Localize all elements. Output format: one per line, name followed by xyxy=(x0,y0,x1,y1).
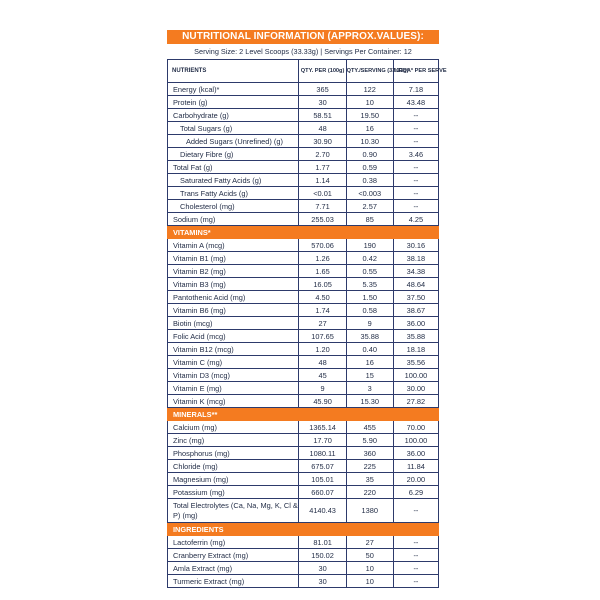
nutrient-name: Calcium (mg) xyxy=(168,421,299,434)
nutrient-name: Sodium (mg) xyxy=(168,213,299,226)
qty-per-serving: 220 xyxy=(346,486,393,499)
header-qty-per-100g: QTY. PER (100g) xyxy=(299,60,346,83)
qty-per-100g: 107.65 xyxy=(299,330,346,343)
nutrient-name: Total Sugars (g) xyxy=(168,122,299,135)
rda-per-serve: -- xyxy=(393,499,438,523)
nutrient-name: Vitamin B6 (mg) xyxy=(168,304,299,317)
nutrient-name: Vitamin E (mg) xyxy=(168,382,299,395)
qty-per-serving: 0.40 xyxy=(346,343,393,356)
table-row xyxy=(168,549,439,562)
qty-per-serving: 19.50 xyxy=(346,109,393,122)
qty-per-100g: 48 xyxy=(299,356,346,369)
rda-per-serve: 11.84 xyxy=(393,460,438,473)
qty-per-serving: 0.42 xyxy=(346,252,393,265)
nutrient-name: Dietary Fibre (g) xyxy=(168,148,299,161)
nutrient-name: Vitamin B1 (mg) xyxy=(168,252,299,265)
table-row xyxy=(168,382,439,395)
table-row xyxy=(168,148,439,161)
rda-per-serve: 20.00 xyxy=(393,473,438,486)
table-row xyxy=(168,317,439,330)
rda-per-serve: -- xyxy=(393,562,438,575)
nutrient-name: Zinc (mg) xyxy=(168,434,299,447)
nutrient-name: Biotin (mcg) xyxy=(168,317,299,330)
table-row xyxy=(168,473,439,486)
rda-per-serve: -- xyxy=(393,122,438,135)
table-row xyxy=(168,122,439,135)
qty-per-100g: 9 xyxy=(299,382,346,395)
section-heading: VITAMINS* xyxy=(168,226,439,239)
table-row xyxy=(168,96,439,109)
qty-per-100g: 30 xyxy=(299,562,346,575)
rda-per-serve: 38.18 xyxy=(393,252,438,265)
qty-per-100g: 675.07 xyxy=(299,460,346,473)
nutrient-name: Protein (g) xyxy=(168,96,299,109)
qty-per-serving: 1.50 xyxy=(346,291,393,304)
rda-per-serve: -- xyxy=(393,536,438,549)
qty-per-serving: 10 xyxy=(346,96,393,109)
qty-per-100g: 1080.11 xyxy=(299,447,346,460)
qty-per-100g: 570.06 xyxy=(299,239,346,252)
nutrient-name: Magnesium (mg) xyxy=(168,473,299,486)
rda-per-serve: -- xyxy=(393,161,438,174)
nutrient-name: Vitamin B2 (mg) xyxy=(168,265,299,278)
table-row xyxy=(168,395,439,408)
table-header-row xyxy=(168,60,439,83)
qty-per-serving: 85 xyxy=(346,213,393,226)
nutrient-name: Vitamin K (mcg) xyxy=(168,395,299,408)
qty-per-serving: 0.59 xyxy=(346,161,393,174)
qty-per-100g: 2.70 xyxy=(299,148,346,161)
nutrition-title: NUTRITIONAL INFORMATION (APPROX.VALUES): xyxy=(167,30,439,44)
rda-per-serve: 38.67 xyxy=(393,304,438,317)
nutrient-name: Cholesterol (mg) xyxy=(168,200,299,213)
qty-per-100g: 4140.43 xyxy=(299,499,346,523)
table-row xyxy=(168,83,439,96)
qty-per-serving: 16 xyxy=(346,356,393,369)
table-row xyxy=(168,369,439,382)
rda-per-serve: 35.88 xyxy=(393,330,438,343)
qty-per-100g: 1.74 xyxy=(299,304,346,317)
qty-per-100g: 45.90 xyxy=(299,395,346,408)
qty-per-100g: 1.26 xyxy=(299,252,346,265)
qty-per-serving: 2.57 xyxy=(346,200,393,213)
header-nutrients: NUTRIENTS xyxy=(168,60,299,83)
table-row xyxy=(168,434,439,447)
qty-per-100g: 30 xyxy=(299,575,346,588)
table-row xyxy=(168,174,439,187)
qty-per-serving: 16 xyxy=(346,122,393,135)
qty-per-serving: 5.35 xyxy=(346,278,393,291)
table-row xyxy=(168,135,439,148)
qty-per-serving: 1380 xyxy=(346,499,393,523)
header-qty-per-serving: QTY./SERVING (33.33g) xyxy=(346,60,393,83)
section-heading-row xyxy=(168,523,439,536)
rda-per-serve: -- xyxy=(393,549,438,562)
qty-per-100g: 660.07 xyxy=(299,486,346,499)
qty-per-serving: 9 xyxy=(346,317,393,330)
qty-per-serving: 0.55 xyxy=(346,265,393,278)
qty-per-100g: 7.71 xyxy=(299,200,346,213)
nutrition-table xyxy=(167,59,447,588)
qty-per-serving: 15 xyxy=(346,369,393,382)
table-row xyxy=(168,343,439,356)
nutrient-name: Phosphorus (mg) xyxy=(168,447,299,460)
nutrition-table-body xyxy=(168,83,439,588)
qty-per-serving: 0.90 xyxy=(346,148,393,161)
qty-per-serving: 35 xyxy=(346,473,393,486)
qty-per-100g: 255.03 xyxy=(299,213,346,226)
table-row xyxy=(168,109,439,122)
qty-per-100g: 1365.14 xyxy=(299,421,346,434)
rda-per-serve: 30.00 xyxy=(393,382,438,395)
rda-per-serve: 36.00 xyxy=(393,447,438,460)
rda-per-serve: -- xyxy=(393,174,438,187)
nutrient-name: Added Sugars (Unrefined) (g) xyxy=(168,135,299,148)
nutrient-name: Vitamin D3 (mcg) xyxy=(168,369,299,382)
table-row xyxy=(168,213,439,226)
nutrient-name: Vitamin B3 (mg) xyxy=(168,278,299,291)
qty-per-100g: 45 xyxy=(299,369,346,382)
table-row xyxy=(168,330,439,343)
qty-per-100g: 17.70 xyxy=(299,434,346,447)
table-row xyxy=(168,562,439,575)
serving-info: Serving Size: 2 Level Scoops (33.33g) | Servings Per Container: 12 xyxy=(194,47,412,56)
qty-per-100g: 105.01 xyxy=(299,473,346,486)
qty-per-100g: 16.05 xyxy=(299,278,346,291)
rda-per-serve: 3.46 xyxy=(393,148,438,161)
qty-per-100g: 58.51 xyxy=(299,109,346,122)
qty-per-100g: 365 xyxy=(299,83,346,96)
nutrition-panel xyxy=(167,30,447,588)
rda-per-serve: 34.38 xyxy=(393,265,438,278)
rda-per-serve: -- xyxy=(393,109,438,122)
table-row xyxy=(168,161,439,174)
qty-per-serving: 10 xyxy=(346,575,393,588)
qty-per-100g: 27 xyxy=(299,317,346,330)
table-row xyxy=(168,486,439,499)
table-row xyxy=(168,265,439,278)
qty-per-100g: 1.77 xyxy=(299,161,346,174)
qty-per-100g: <0.01 xyxy=(299,187,346,200)
qty-per-serving: 225 xyxy=(346,460,393,473)
rda-per-serve: 70.00 xyxy=(393,421,438,434)
table-row xyxy=(168,239,439,252)
table-row xyxy=(168,536,439,549)
qty-per-100g: 4.50 xyxy=(299,291,346,304)
qty-per-serving: 27 xyxy=(346,536,393,549)
nutrient-name: Vitamin A (mcg) xyxy=(168,239,299,252)
qty-per-serving: <0.003 xyxy=(346,187,393,200)
section-heading: INGREDIENTS xyxy=(168,523,439,536)
qty-per-100g: 150.02 xyxy=(299,549,346,562)
table-row xyxy=(168,200,439,213)
nutrient-name: Chloride (mg) xyxy=(168,460,299,473)
nutrient-name: Saturated Fatty Acids (g) xyxy=(168,174,299,187)
qty-per-serving: 455 xyxy=(346,421,393,434)
nutrient-name: Vitamin B12 (mcg) xyxy=(168,343,299,356)
nutrient-name: Energy (kcal)* xyxy=(168,83,299,96)
section-heading-row xyxy=(168,408,439,421)
qty-per-serving: 15.30 xyxy=(346,395,393,408)
rda-per-serve: 48.64 xyxy=(393,278,438,291)
nutrient-name: Cranberry Extract (mg) xyxy=(168,549,299,562)
table-row xyxy=(168,252,439,265)
table-row xyxy=(168,291,439,304)
nutrient-name: Total Fat (g) xyxy=(168,161,299,174)
rda-per-serve: 100.00 xyxy=(393,434,438,447)
nutrient-name: Carbohydrate (g) xyxy=(168,109,299,122)
rda-per-serve: 4.25 xyxy=(393,213,438,226)
table-row xyxy=(168,356,439,369)
qty-per-serving: 3 xyxy=(346,382,393,395)
nutrient-name: Pantothenic Acid (mg) xyxy=(168,291,299,304)
qty-per-100g: 81.01 xyxy=(299,536,346,549)
nutrient-name: Potassium (mg) xyxy=(168,486,299,499)
qty-per-100g: 30 xyxy=(299,96,346,109)
rda-per-serve: 35.56 xyxy=(393,356,438,369)
rda-per-serve: 27.82 xyxy=(393,395,438,408)
qty-per-100g: 1.14 xyxy=(299,174,346,187)
qty-per-serving: 50 xyxy=(346,549,393,562)
qty-per-100g: 1.65 xyxy=(299,265,346,278)
qty-per-serving: 190 xyxy=(346,239,393,252)
qty-per-serving: 122 xyxy=(346,83,393,96)
rda-per-serve: -- xyxy=(393,575,438,588)
qty-per-serving: 0.38 xyxy=(346,174,393,187)
qty-per-serving: 360 xyxy=(346,447,393,460)
nutrient-name: Total Electrolytes (Ca, Na, Mg, K, Cl & P) (mg) xyxy=(168,499,299,523)
table-row xyxy=(168,460,439,473)
qty-per-100g: 30.90 xyxy=(299,135,346,148)
qty-per-serving: 10.30 xyxy=(346,135,393,148)
nutrient-name: Lactoferrin (mg) xyxy=(168,536,299,549)
table-row xyxy=(168,304,439,317)
rda-per-serve: -- xyxy=(393,200,438,213)
rda-per-serve: 43.48 xyxy=(393,96,438,109)
nutrient-name: Folic Acid (mcg) xyxy=(168,330,299,343)
table-row xyxy=(168,447,439,460)
section-heading-row xyxy=(168,226,439,239)
rda-per-serve: 100.00 xyxy=(393,369,438,382)
nutrient-name: Turmeric Extract (mg) xyxy=(168,575,299,588)
table-row xyxy=(168,187,439,200)
rda-per-serve: 6.29 xyxy=(393,486,438,499)
nutrient-name: Trans Fatty Acids (g) xyxy=(168,187,299,200)
section-heading: MINERALS** xyxy=(168,408,439,421)
nutrient-name: Vitamin C (mg) xyxy=(168,356,299,369)
rda-per-serve: 30.16 xyxy=(393,239,438,252)
rda-per-serve: -- xyxy=(393,135,438,148)
qty-per-100g: 1.20 xyxy=(299,343,346,356)
rda-per-serve: -- xyxy=(393,187,438,200)
table-row xyxy=(168,575,439,588)
header-rda-per-serve: %RDA* PER SERVE xyxy=(393,60,438,83)
rda-per-serve: 18.18 xyxy=(393,343,438,356)
table-row xyxy=(168,499,439,523)
qty-per-serving: 0.58 xyxy=(346,304,393,317)
rda-per-serve: 36.00 xyxy=(393,317,438,330)
rda-per-serve: 7.18 xyxy=(393,83,438,96)
qty-per-serving: 5.90 xyxy=(346,434,393,447)
qty-per-100g: 48 xyxy=(299,122,346,135)
qty-per-serving: 35.88 xyxy=(346,330,393,343)
qty-per-serving: 10 xyxy=(346,562,393,575)
table-row xyxy=(168,278,439,291)
rda-per-serve: 37.50 xyxy=(393,291,438,304)
table-row xyxy=(168,421,439,434)
nutrient-name: Amla Extract (mg) xyxy=(168,562,299,575)
